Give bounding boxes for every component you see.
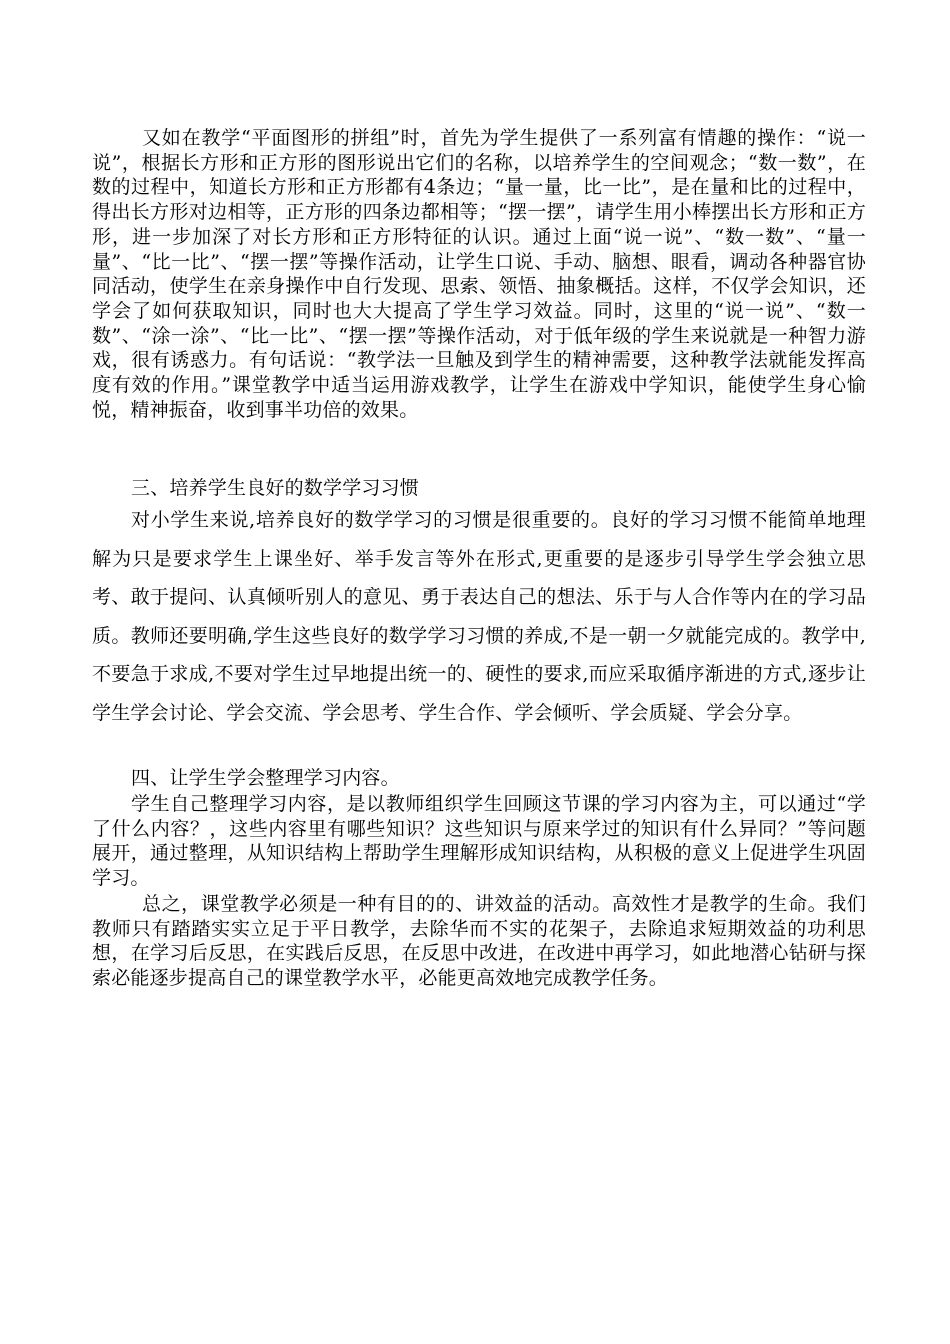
section-heading-3: 三、培养学生良好的数学学习习惯 [131, 477, 420, 499]
paragraph-conclusion: 总之，课堂教学必须是一种有目的的、讲效益的活动。高效性才是教学的生命。我们教师只有踏踏实实立足于平日教学，去除华而不实的花架子，去除追求短期效益的功利思想，在学习后反思，在实践后反思，在反思中改进，在改进中再学习，如此地潜心钻研与探索必能逐步提高自己的课堂教学水平，必能更高效地完成教学任务。 [92, 893, 866, 990]
section-heading-4: 四、让学生学会整理学习内容。 [131, 767, 400, 789]
paragraph-learning-habits: 对小学生来说,培养良好的数学学习的习惯是很重要的。良好的学习习惯不能简单地理解为只是要求学生上课坐好、举手发言等外在形式,更重要的是逐步引导学生学会独立思考、敢于提问、认真倾听别人的意见、勇于表达自己的想法、乐于与人合作等内在的学习品质。教师还要明确,学生这些良好的数学学习习惯的养成,不是一朝一夕就能完成的。教学中,不要急于求成,不要对学生过早地提出统一的、硬性的要求,而应采取循序渐进的方式,逐步让学生学会讨论、学会交流、学会思考、学生合作、学会倾听、学会质疑、学会分享。 [92, 509, 866, 724]
paragraph-organize-content: 学生自己整理学习内容，是以教师组织学生回顾这节课的学习内容为主，可以通过“学了什么内容？，这些内容里有哪些知识？这些知识与原来学过的知识有什么异同？”等问题展开，通过整理，从知识结构上帮助学生理解形成知识结构，从积极的意义上促进学生巩固学习。 [92, 793, 866, 890]
paragraph-shapes-activities: 又如在教学“平面图形的拼组”时，首先为学生提供了一系列富有情趣的操作：“说一说”，根据长方形和正方形的图形说出它们的名称，以培养学生的空间观念；“数一数”，在数的过程中，知道长方形和正方形都有4条边；“量一量，比一比”，是在量和比的过程中，得出长方形对边相等，正方形的四条边都相等；“摆一摆”，请学生用小棒摆出长方形和正方形，进一步加深了对长方形和正方形特征的认识。通过上面“说一说”、“数一数”、“量一量”、“比一比”、“摆一摆”等操作活动，让学生口说、手动、脑想、眼看，调动各种器官协同活动，使学生在亲身操作中自行发现、思索、领悟、抽象概括。这样，不仅学会知识，还学会了如何获取知识，同时也大大提高了学生学习效益。同时，这里的“说一说”、“数一数”、“涂一涂”、“比一比”、“摆一摆”等操作活动，对于低年级的学生来说就是一种智力游戏，很有诱惑力。有句话说：“教学法一旦触及到学生的精神需要，这种教学法就能发挥高度有效的作用。”课堂教学中适当运用游戏教学，让学生在游戏中学知识，能使学生身心愉悦，精神振奋，收到事半功倍的效果。 [92, 127, 866, 421]
